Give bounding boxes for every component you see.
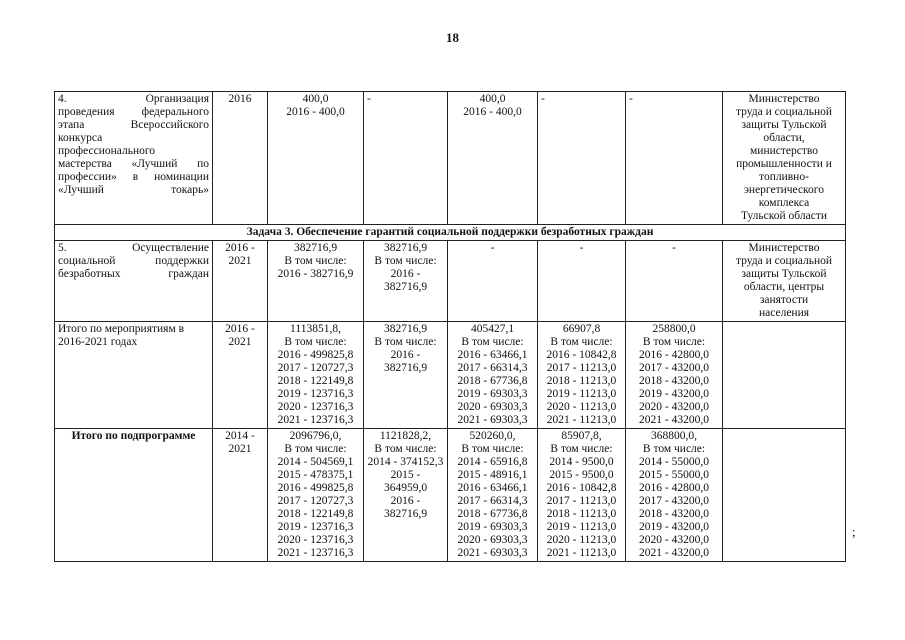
- name-line: 4. Организация: [58, 93, 209, 105]
- cell-line: 66907,8: [562, 323, 601, 335]
- measure-name-cell: [55, 92, 213, 225]
- cell-line: 382716,9: [383, 242, 428, 254]
- local-cell: [538, 92, 626, 225]
- cell-line: 2019 - 11213,0: [546, 388, 617, 400]
- years-value: 2016: [228, 93, 252, 105]
- cell-line: 2021 - 69303,3: [457, 414, 528, 426]
- measure-name: [58, 93, 209, 197]
- cell-line: 2018 - 11213,0: [546, 375, 617, 387]
- local-cell: [538, 241, 626, 322]
- cell-line: труда и социальной: [735, 255, 833, 267]
- cell-line: промышленности и: [736, 158, 832, 170]
- cell-line: занятости: [759, 294, 809, 306]
- regional-cell: [448, 92, 538, 225]
- extra-cell: [626, 322, 723, 429]
- name-line: профессионального: [58, 145, 156, 157]
- cell-line: 2014 - 374152,3: [367, 456, 444, 468]
- cell-line: населения: [758, 307, 810, 319]
- cell-line: 2021: [228, 255, 252, 267]
- regional-value: -: [490, 242, 495, 254]
- cell-line: 2015 - 9500,0: [549, 469, 614, 481]
- cell-line: 2014 - 65916,8: [457, 456, 528, 468]
- cell-line: 2021 - 123716,3: [277, 547, 354, 559]
- total-cell: [268, 241, 364, 322]
- table-row-total-subprogram: [55, 429, 846, 562]
- cell-line: В том числе:: [642, 443, 706, 455]
- cell-line: 2017 - 43200,0: [639, 362, 709, 374]
- measure-name-cell: [55, 429, 213, 562]
- name-line: проведения федерального: [58, 106, 209, 118]
- total-values: [271, 242, 360, 281]
- cell-line: Итого по мероприятиям в: [58, 323, 185, 335]
- cell-line: защиты Тульской: [741, 268, 827, 280]
- cell-line: 1121828,2,: [379, 430, 432, 442]
- cell-line: 2014 - 504569,1: [277, 456, 354, 468]
- cell-line: 382716,9: [293, 242, 338, 254]
- table-row-total-measures: [55, 322, 846, 429]
- cell-line: 2016 - 42800,0: [639, 349, 709, 361]
- cell-line: 2016-2021 годах: [58, 336, 138, 348]
- cell-line: 2021 - 11213,0: [546, 547, 617, 559]
- cell-line: 405427,1: [470, 323, 515, 335]
- cell-line: 520260,0,: [469, 430, 516, 442]
- cell-line: 2019 - 43200,0: [639, 388, 709, 400]
- measure-name: [58, 323, 209, 349]
- cell-line: 1113851,8,: [290, 323, 341, 335]
- extra-values: [629, 323, 719, 427]
- cell-line: 2021 - 123716,3: [277, 414, 354, 426]
- extra-value: -: [629, 93, 633, 105]
- cell-line: В том числе:: [284, 443, 347, 455]
- organization-cell: [723, 92, 846, 225]
- cell-line: В том числе:: [284, 336, 347, 348]
- cell-line: 2019 - 123716,3: [277, 521, 354, 533]
- local-values: [541, 323, 622, 427]
- measure-name: [58, 242, 209, 281]
- federal-cell: [364, 429, 448, 562]
- cell-line: 2020 - 11213,0: [546, 534, 617, 546]
- local-cell: [538, 322, 626, 429]
- cell-line: энергетического: [743, 184, 824, 196]
- cell-line: 2016 - 400,0: [286, 106, 345, 118]
- total-values: [271, 430, 360, 560]
- cell-line: 2020 - 43200,0: [639, 534, 709, 546]
- local-cell: [538, 429, 626, 562]
- local-value: -: [579, 242, 584, 254]
- extra-cell: [626, 92, 723, 225]
- organization-lines: [726, 242, 842, 320]
- cell-line: 2014 - 55000,0: [639, 456, 709, 468]
- organization-cell: [723, 241, 846, 322]
- years-values: [216, 430, 264, 456]
- name-line: «Лучший токарь»: [58, 184, 209, 196]
- federal-cell: [364, 241, 448, 322]
- regional-values: [451, 430, 534, 560]
- regional-values: [451, 93, 534, 119]
- cell-line: В том числе:: [284, 255, 347, 267]
- federal-values: [367, 430, 444, 521]
- cell-line: 2019 - 69303,3: [457, 521, 528, 533]
- cell-line: 2016 -: [225, 323, 255, 335]
- federal-cell: [364, 322, 448, 429]
- measure-name-cell: [55, 322, 213, 429]
- cell-line: 2016 - 499825,8: [277, 349, 354, 361]
- regional-values: [451, 323, 534, 427]
- cell-line: В том числе:: [374, 443, 437, 455]
- table-row-measure-4: [55, 92, 846, 225]
- cell-line: В том числе:: [642, 336, 706, 348]
- cell-line: 2019 - 11213,0: [546, 521, 617, 533]
- local-value: -: [541, 93, 545, 105]
- cell-line: 2017 - 11213,0: [546, 362, 617, 374]
- cell-line: 2014 -: [225, 430, 255, 442]
- name-line: профессии» в номинации: [58, 171, 209, 183]
- cell-line: комплекса: [758, 197, 810, 209]
- cell-line: 2016 - 63466,1: [457, 349, 528, 361]
- name-line: социальной поддержки: [58, 255, 209, 267]
- cell-line: 2020 - 123716,3: [277, 534, 354, 546]
- cell-line: В том числе:: [461, 336, 524, 348]
- cell-line: 2096796,0,: [289, 430, 342, 442]
- cell-line: 2017 - 11213,0: [546, 495, 617, 507]
- cell-line: министерство: [750, 145, 818, 157]
- cell-line: 2016 - 42800,0: [639, 482, 709, 494]
- cell-line: 2016 - 10842,8: [546, 349, 617, 361]
- federal-values: [367, 242, 444, 294]
- cell-line: В том числе:: [374, 255, 437, 267]
- cell-line: 2016 - 382716,9: [277, 268, 354, 280]
- organization-cell: [723, 322, 846, 429]
- cell-line: 382716,9: [383, 362, 428, 374]
- cell-line: 2018 - 11213,0: [546, 508, 617, 520]
- name-line: конкурса: [58, 132, 103, 144]
- cell-line: 2020 - 11213,0: [546, 401, 617, 413]
- cell-line: 2021: [228, 443, 252, 455]
- cell-line: 2017 - 66314,3: [457, 362, 528, 374]
- cell-line: Тульской области: [740, 210, 827, 222]
- cell-line: В том числе:: [461, 443, 524, 455]
- cell-line: 2016 -: [390, 495, 421, 507]
- task-heading-row: [55, 225, 846, 241]
- total-cell: [268, 322, 364, 429]
- cell-line: 2015 -: [390, 469, 421, 481]
- page-number: 18: [446, 30, 459, 45]
- cell-line: 2014 - 9500,0: [549, 456, 614, 468]
- cell-line: топливно-: [759, 171, 809, 183]
- cell-line: 2018 - 67736,8: [457, 508, 528, 520]
- cell-line: 85907,8,: [561, 430, 602, 442]
- cell-line: области,: [763, 132, 805, 144]
- cell-line: 2019 - 123716,3: [277, 388, 354, 400]
- cell-line: 2021 - 43200,0: [639, 547, 709, 559]
- extra-values: [629, 430, 719, 560]
- cell-line: 2018 - 122149,8: [277, 375, 354, 387]
- name-line: 5. Осуществление: [58, 242, 209, 254]
- cell-line: В том числе:: [374, 336, 437, 348]
- local-values: [541, 430, 622, 560]
- cell-line: 2018 - 43200,0: [639, 508, 709, 520]
- years-cell: [213, 92, 268, 225]
- measure-name: Итого по подпрограмме: [71, 430, 196, 442]
- regional-cell: [448, 429, 538, 562]
- years-cell: [213, 429, 268, 562]
- cell-line: 2020 - 69303,3: [457, 534, 528, 546]
- cell-line: 2017 - 43200,0: [639, 495, 709, 507]
- cell-line: 2016 -: [225, 242, 255, 254]
- cell-line: защиты Тульской: [741, 119, 827, 131]
- cell-line: 2021 - 43200,0: [639, 414, 709, 426]
- years-cell: [213, 322, 268, 429]
- cell-line: 382716,9: [383, 323, 428, 335]
- years-values: [216, 323, 264, 349]
- regional-cell: [448, 322, 538, 429]
- cell-line: 2020 - 43200,0: [639, 401, 709, 413]
- cell-line: В том числе:: [550, 443, 613, 455]
- funding-table: [54, 91, 846, 562]
- cell-line: 400,0: [479, 93, 506, 105]
- cell-line: 2016 - 400,0: [463, 106, 522, 118]
- cell-line: 2018 - 122149,8: [277, 508, 354, 520]
- cell-line: 2017 - 120727,3: [277, 495, 354, 507]
- years-cell: [213, 241, 268, 322]
- cell-line: 2019 - 43200,0: [639, 521, 709, 533]
- name-line: безработных граждан: [58, 268, 209, 280]
- cell-line: 2015 - 48916,1: [457, 469, 528, 481]
- cell-line: 2015 - 55000,0: [639, 469, 709, 481]
- federal-values: [367, 323, 444, 375]
- cell-line: Министерство: [748, 242, 820, 254]
- extra-cell: [626, 241, 723, 322]
- task-heading: Задача 3. Обеспечение гарантий социальной поддержки безработных граждан: [55, 225, 846, 241]
- cell-line: 2018 - 43200,0: [639, 375, 709, 387]
- cell-line: 368800,0,: [651, 430, 697, 442]
- federal-cell: [364, 92, 448, 225]
- cell-line: 400,0: [302, 93, 329, 105]
- total-values: [271, 323, 360, 427]
- name-line: этапа Всероссийского: [58, 119, 209, 131]
- cell-line: 2016 - 499825,8: [277, 482, 354, 494]
- extra-cell: [626, 429, 723, 562]
- cell-line: 2021 - 69303,3: [457, 547, 528, 559]
- cell-line: 2021: [228, 336, 252, 348]
- cell-line: В том числе:: [550, 336, 613, 348]
- organization-cell: [723, 429, 846, 562]
- cell-line: Министерство: [748, 93, 820, 105]
- regional-cell: [448, 241, 538, 322]
- cell-line: 2017 - 120727,3: [277, 362, 354, 374]
- cell-line: труда и социальной: [735, 106, 833, 118]
- cell-line: 382716,9: [383, 281, 428, 293]
- federal-value: -: [367, 93, 371, 105]
- cell-line: 2016 - 63466,1: [457, 482, 528, 494]
- years-values: [216, 242, 264, 268]
- cell-line: 2018 - 67736,8: [457, 375, 528, 387]
- cell-line: 2020 - 69303,3: [457, 401, 528, 413]
- total-values: [271, 93, 360, 119]
- trailing-semicolon: ;: [852, 524, 856, 539]
- extra-value: -: [672, 242, 676, 254]
- cell-line: 2020 - 123716,3: [277, 401, 354, 413]
- cell-line: 2015 - 478375,1: [277, 469, 354, 481]
- cell-line: 2021 - 11213,0: [546, 414, 617, 426]
- cell-line: 2016 - 10842,8: [546, 482, 617, 494]
- cell-line: 364959,0: [383, 482, 428, 494]
- cell-line: 382716,9: [383, 508, 428, 520]
- cell-line: области, центры: [743, 281, 825, 293]
- cell-line: 2016 -: [390, 268, 421, 280]
- total-cell: [268, 429, 364, 562]
- total-cell: [268, 92, 364, 225]
- cell-line: 2019 - 69303,3: [457, 388, 528, 400]
- measure-name-cell: [55, 241, 213, 322]
- cell-line: 258800,0: [652, 323, 696, 335]
- name-line: мастерства «Лучший по: [58, 158, 209, 170]
- cell-line: 2017 - 66314,3: [457, 495, 528, 507]
- table-row-measure-5: [55, 241, 846, 322]
- organization-lines: [726, 93, 842, 223]
- cell-line: 2016 -: [390, 349, 421, 361]
